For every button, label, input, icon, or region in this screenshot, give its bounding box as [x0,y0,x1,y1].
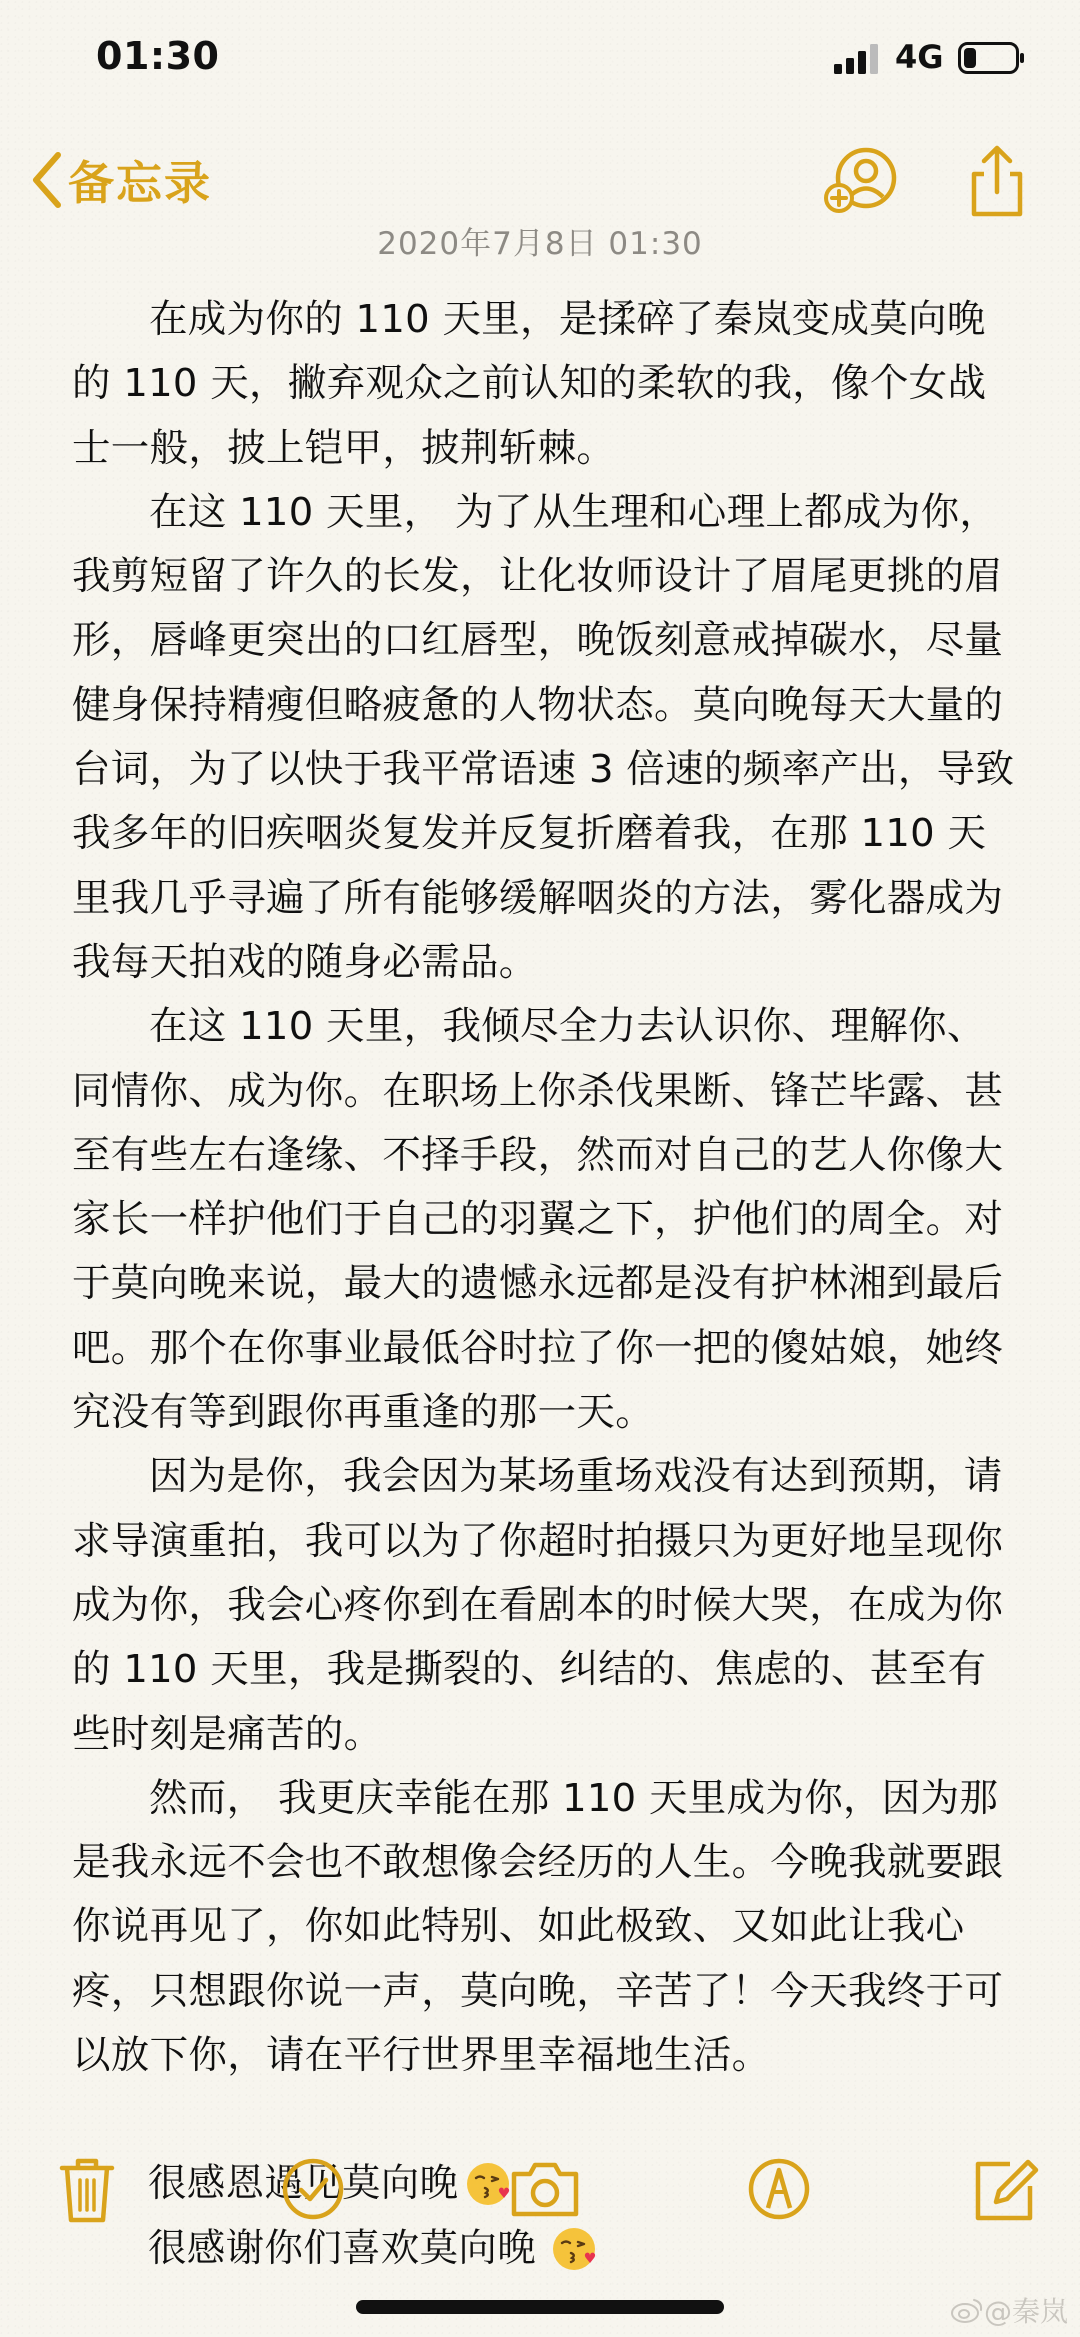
trash-icon[interactable] [48,2150,126,2228]
watermark-text: @秦岚 [984,2295,1069,2328]
status-time: 01:30 [96,34,220,78]
checklist-icon[interactable] [274,2150,352,2228]
weibo-logo-icon [950,2296,984,2324]
note-paragraph: 在成为你的 110 天里，是揉碎了秦岚变成莫向晚的 110 天，撇弃观众之前认知的柔软的我，像个女战士一般，披上铠甲，披荆斩棘。 [72,297,987,471]
signal-bars-icon [834,44,880,74]
note-body[interactable] [72,288,1022,2281]
camera-icon[interactable] [506,2150,584,2228]
blank-line [72,2088,1022,2152]
thanks-text: 很感恩遇见莫向晚 [148,2161,459,2207]
note-paragraph: 在这 110 天里，我倾尽全力去认识你、理解你、同情你、成为你。在职场上你杀伐果断、锋芒毕露、甚至有些左右逢缘、不择手段，然而对自己的艺人你像大家长一样护他们于自己的羽翼之下，护他们的周全。对于莫向晚来说，最大的遗憾永远都是没有护林湘到最后吧。那个在你事业最低谷时拉了你一把的傻姑娘，她终究没有等到跟你再重逢的那一天。 [72,1004,1004,1436]
note-date: 2020年7月8日 01:30 [377,226,703,262]
note-paragraph: 因为是你，我会因为某场重场戏没有达到预期，请求导演重拍，我可以为了你超时拍摄只为更好地呈现你成为你，我会心疼你到在看剧本的时候大哭，在成为你的 110 天里，我是撕裂的、纠结的、焦虑的、甚至有些时刻是痛苦的。 [72,1454,1004,1757]
add-person-icon[interactable] [822,142,900,220]
note-paragraph: 然而， 我更庆幸能在那 110 天里成为你，因为那是我永远不会也不敢想像会经历的人生。今晚我就要跟你说再见了，你如此特别、如此极致、又如此让我心疼，只想跟你说一声，莫向晚，辛苦了！今天我终于可以放下你，请在平行世界里幸福地生活。 [72,1775,1004,2079]
status-bar [0,0,1080,120]
markup-pen-icon[interactable] [740,2150,818,2228]
bottom-toolbar [0,2150,1080,2240]
back-button[interactable] [30,144,212,216]
back-label: 备忘录 [68,156,212,210]
note-paragraph: 在这 110 天里， 为了从生理和心理上都成为你，我剪短留了许久的长发，让化妆师设计了眉尾更挑的眉形，唇峰更突出的口红唇型，晚饭刻意戒掉碳水，尽量健身保持精瘦但略疲惫的人物状态。莫向晚每天大量的台词，为了以快于我平常语速 3 倍速的频率产出，导致我多年的旧疾咽炎复发并反复折磨着我，在那 110 天里我几乎寻遍了所有能够缓解咽炎的方法，雾化器成为我每天拍戏的随身必需品。 [72,489,1015,985]
navigation-bar [0,130,1080,230]
share-icon[interactable] [958,142,1036,220]
network-type: 4G [895,38,944,76]
watermark [950,2290,1068,2330]
thanks-text: 很感谢你们喜欢莫向晚 [148,2225,537,2271]
compose-icon[interactable] [966,2150,1044,2228]
chevron-left-icon [30,151,64,209]
battery-icon [958,42,1026,74]
home-indicator[interactable] [356,2300,724,2314]
